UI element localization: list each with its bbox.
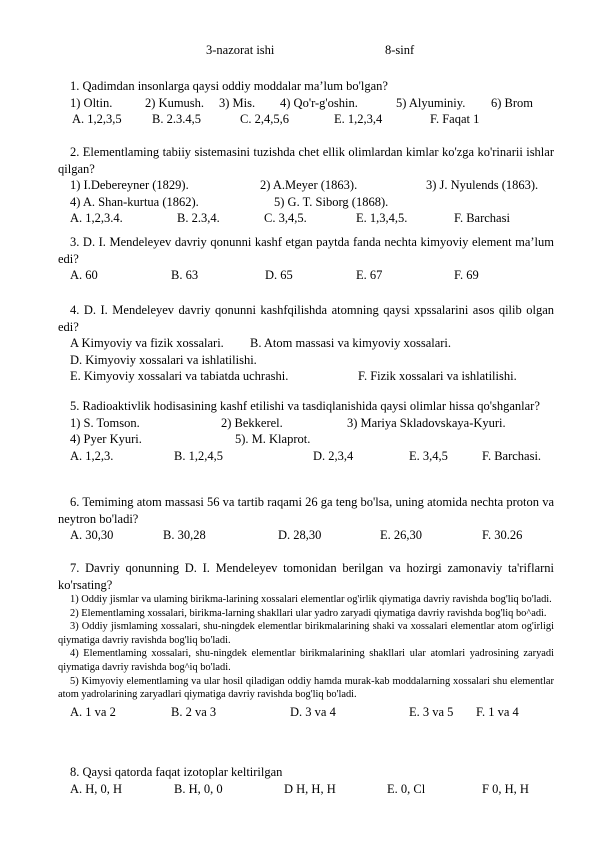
list-item: 5) G. T. Siborg (1868). [274,194,389,209]
definition-item: 1) Oddiy jismlar va ulaming birikma-larining xossalari elementlar og'irlik qiymatiga davriy ravishda bog'liq bo'ladi. [70,594,552,605]
items-row [58,431,554,448]
options-row [58,111,554,128]
options-row [58,352,554,369]
options-row [58,368,554,385]
answer-option[interactable]: A. 60 [70,268,98,282]
answer-option[interactable]: A. 1,2,3.4. [70,211,123,225]
list-item: 2) Kumush. [145,95,205,110]
answer-option[interactable]: E. 67 [356,268,383,282]
answer-option[interactable]: F. 69 [454,268,479,282]
list-item: 4) Qo'r-g'oshin. [280,95,358,110]
list-item: 4) A. Shan-kurtua (1862). [70,194,199,209]
answer-option[interactable]: A Kimyoviy va fizik xossalari. [70,336,224,350]
answer-option[interactable]: B. 2 va 3 [171,704,217,719]
question-4 [58,302,554,385]
answer-option[interactable]: B. 63 [171,268,199,282]
answer-option[interactable]: F 0, H, H [482,781,529,796]
list-item: 3) Mariya Skladovskaya-Kyuri. [347,415,506,430]
answer-option[interactable]: F. Faqat 1 [430,112,480,126]
answer-option[interactable]: E. 3,4,5 [409,448,448,463]
answer-option[interactable]: E. 1,2,3,4 [334,112,383,126]
definition-item: 2) Elementlaming xossalari, birikma-larning shakllari ular yadro zaryadi qiymatiga davriy ravishda bog'liq bo^adi. [70,607,547,619]
question-text: 4. D. I. Mendeleyev davriy qonunni kashfqilishda atomning qaysi xpssalarini asos qilib olgan edi? [58,303,554,334]
items-row [58,194,554,211]
list-item: 5) Alyuminiy. [396,95,466,110]
answer-option[interactable]: B. 2.3.4,5 [152,112,201,126]
list-item: 1) Oltin. [70,95,113,110]
list-item: 3) Mis. [219,95,256,110]
list-item: 1) I.Debereyner (1829). [70,178,189,192]
options-row [58,335,554,352]
answer-option[interactable]: A. H, 0, H [70,781,123,796]
answer-option[interactable]: F. Barchasi. [482,448,542,463]
answer-option[interactable]: D H, H, H [284,781,336,796]
answer-option[interactable]: B. 30,28 [163,528,206,542]
question-3 [58,234,554,284]
answer-option[interactable]: E. 0, Cl [387,781,426,796]
options-row [58,704,554,721]
answer-option[interactable]: E. 1,3,4,5. [356,211,408,225]
question-text: 5. Radioaktivlik hodisasining kashf etilishi va tasdiqlanishida qaysi olimlar hissa qo'shganlar? [70,399,540,413]
question-text: 1. Qadimdan insonlarga qaysi oddiy moddalar ma’lum bo'lgan? [70,79,388,93]
answer-option[interactable]: D. 28,30 [278,528,322,542]
answer-option[interactable]: B. Atom massasi va kimyoviy xossalari. [250,336,452,350]
question-8 [58,764,554,797]
options-row [58,448,554,465]
list-item: 1) S. Tomson. [70,415,140,430]
answer-option[interactable]: F. Barchasi [454,211,510,225]
answer-option[interactable]: A. 1,2,3. [70,448,114,463]
items-row [58,177,554,194]
definition-item: 4) Elementlaming xossalari, shu-ningdek elementlar birikmalarining shakllari ular atomlari yadrosining zaryadi qiymatiga davriy ravishda bog^iq bo'ladi. [58,648,554,673]
options-row [58,210,554,227]
question-text: 2. Elementlaming tabiiy sistemasini tuzishda chet ellik olimlardan kimlar ko'zga ko'rinarii ishlar qilgan? [58,145,554,176]
test-title: 3-nazorat ishi [206,43,275,57]
question-text: 6. Temiming atom massasi 56 va tartib raqami 26 ga teng bo'lsa, uning atomida nechta proton va neytron bo'ladi? [58,495,554,526]
items-row [58,95,554,112]
grade-label: 8-sinf [385,43,415,57]
options-row [58,267,554,284]
answer-option[interactable]: C. 3,4,5. [264,211,307,225]
list-item: 6) Brom [491,95,534,110]
list-item: 2) Bekkerel. [221,415,283,430]
list-item: 2) A.Meyer (1863). [260,178,358,192]
answer-option[interactable]: E. 26,30 [380,528,423,542]
question-5 [58,398,554,464]
question-1 [58,78,554,128]
answer-option[interactable]: F. Fizik xossalari va ishlatilishi. [358,369,517,383]
answer-option[interactable]: A. 1 va 2 [70,704,116,719]
list-item: 4) Pyer Kyuri. [70,432,142,446]
definition-item: 3) Oddiy jismlaming xossalari, shu-ningdek elementlar birikmalarining shaki va xossalari elementlar atom og'irligi qiymatiga davriy ravishda bog'liq bo'ladi. [58,621,554,646]
answer-option[interactable]: F. 1 va 4 [476,704,519,719]
answer-option[interactable]: E. Kimyoviy xossalari va tabiatda uchrashi. [70,369,289,383]
question-6 [58,494,554,544]
question-2 [58,144,554,227]
answer-option[interactable]: A. 1,2,3,5 [72,112,122,126]
options-row [58,527,554,544]
question-text: 3. D. I. Mendeleyev davriy qonunni kashf etgan paytda fanda nechta kimyoviy element ma’lum edi? [58,235,554,266]
items-row [58,415,554,432]
definition-item: 5) Kimyoviy elementlaming va ular hosil qiladigan oddiy hamda murak-kab moddalarning xossalari shu elementlar atom yadrolarining zaryadlari qiymatiga davriy ravishda bog'liq bo'ladi. [58,675,554,701]
answer-option[interactable]: D. 3 va 4 [290,704,336,719]
answer-option[interactable]: B. 1,2,4,5 [174,448,223,463]
answer-option[interactable]: B. H, 0, 0 [174,781,223,796]
answer-option[interactable]: A. 30,30 [70,528,114,542]
question-text: 7. Davriy qonunning D. I. Mendeleyev tomonidan berilgan va hozirgi zamonaviy ta'riflarni ko'rsating? [58,561,554,592]
list-item: 3) J. Nyulends (1863). [426,178,539,192]
list-item: 5). M. Klaprot. [235,432,311,446]
answer-option[interactable]: C. 2,4,5,6 [240,112,289,126]
answer-option[interactable]: D. 2,3,4 [313,448,354,463]
answer-option[interactable]: F. 30.26 [482,528,523,542]
answer-option[interactable]: D. 65 [265,268,293,282]
answer-option[interactable]: D. Kimyoviy xossalari va ishlatilishi. [70,352,257,367]
question-7 [58,560,554,720]
question-text: 8. Qaysi qatorda faqat izotoplar keltirilgan [70,765,283,779]
options-row [58,781,554,798]
answer-option[interactable]: B. 2.3,4. [177,211,220,225]
answer-option[interactable]: E. 3 va 5 [409,704,454,719]
